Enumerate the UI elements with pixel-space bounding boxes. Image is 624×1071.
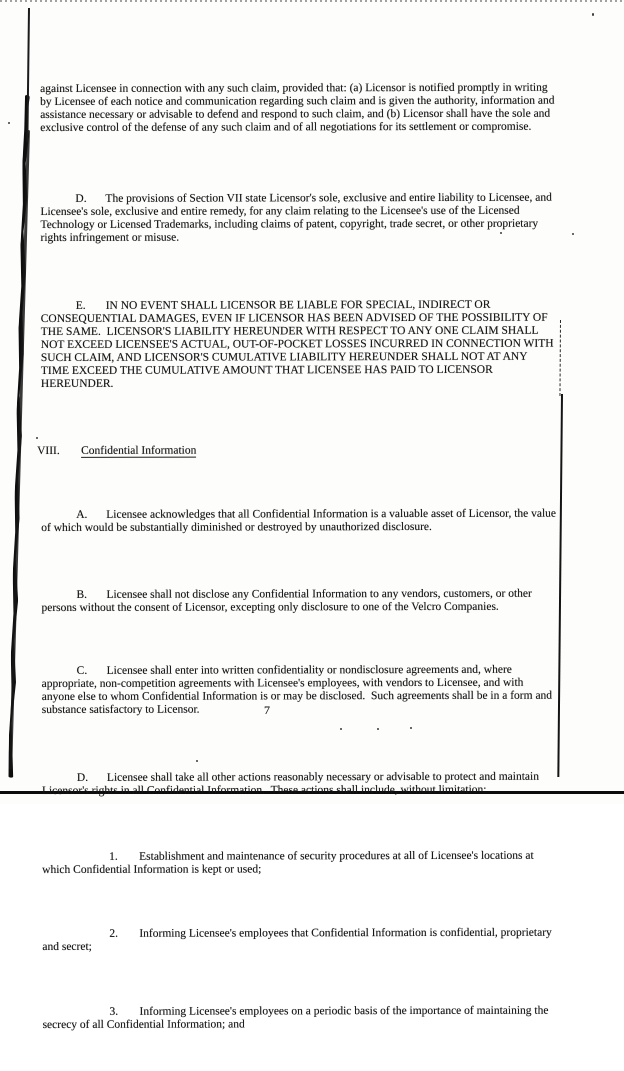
article-numeral: VIII. — [37, 444, 60, 458]
numbered-item-1 — [42, 850, 558, 877]
numbered-item-2 — [42, 927, 558, 954]
section-text: Licensee acknowledges that all Confidential Information is a valuable asset of Licensor, the value of which would be substantially diminished or destroyed by unauthorized disclosure. — [41, 507, 559, 534]
section-label: E. — [75, 299, 86, 312]
page-number: 7 — [264, 703, 270, 717]
paragraph-text: against Licensee in connection with any such claim, provided that: (a) Licensor is notified promptly in writing by Licensee of each notice and communication regarding such claim and is given the authority, information and assistance necessary or advisable to defend and respond to such claim, and (b) Licensor shall have the sole and exclusive control of the defense of any such claim and of all negotiations for its settlement or compromise. — [40, 81, 558, 134]
section-vii-e-liability — [41, 299, 557, 391]
scan-speck — [8, 122, 10, 124]
section-text: Licensee shall enter into written confidentiality or nondisclosure agreements and, where appropriate, non-competition agreements with Licensee's employees, with vendors to Licensee, and with anyone else to whom Confidential Information is or may be disclosed. Such agreements shall be in a form and substance satisfactory to Licensor. — [41, 663, 555, 716]
article-title: Confidential Information — [81, 444, 197, 457]
scan-left-thin-line — [26, 8, 29, 142]
item-number: 1. — [109, 850, 118, 863]
scan-top-edge-artifact — [0, 0, 624, 2]
section-text: The provisions of Section VII state Licensor's sole, exclusive and entire liability to Licensee, and Licensee's sole, exclusive and entire remedy, for any claim relating to the Licensee's use of the Licensed Technology or Licensed Trademarks, including claims of patent, copyright, trade secret, or other proprietary rights infringement or misuse. — [40, 191, 555, 244]
section-label: D. — [76, 771, 89, 784]
section-label: D. — [75, 192, 87, 205]
section-viii-b — [41, 588, 557, 615]
section-viii-a — [41, 508, 557, 535]
item-text: Informing Licensee's employees on a periodic basis of the importance of maintaining the secrecy of all Confidential Information; and — [42, 1004, 552, 1031]
section-label: C. — [76, 664, 88, 677]
scan-right-edge-line — [557, 394, 562, 777]
scan-speck — [572, 233, 574, 235]
section-text: Licensee shall take all other actions reasonably necessary or advisable to protect and maintain Licensor's rights in all Confidential Information. These actions shall include, without limitation: — [41, 770, 542, 797]
scan-speck — [36, 437, 38, 439]
section-text: IN NO EVENT SHALL LICENSOR BE LIABLE FOR SPECIAL, INDIRECT OR CONSEQUENTIAL DAMAGES, EVEN IF LICENSOR HAS BEEN ADVISED OF THE POSSIBILITY OF THE SAME. LICENSOR'S LIABILITY HEREUNDER WITH RESPECT TO ANY ONE CLAIM SHALL NOT EXCEED LICENSEE'S ACTUAL, OUT-OF-POCKET LOSSES INCURRED IN CONNECTION WITH SUCH CLAIM, AND LICENSOR'S CUMULATIVE LIABILITY HEREUNDER SHALL NOT AT ANY TIME EXCEED THE CUMULATIVE AMOUNT THAT LICENSEE HAS PAID TO LICENSOR HEREUNDER. — [40, 298, 557, 390]
scan-right-edge-dashed — [559, 320, 561, 396]
section-label: B. — [76, 588, 88, 601]
section-viii-d — [42, 771, 558, 798]
item-number: 2. — [109, 927, 118, 940]
article-viii-heading — [37, 444, 557, 458]
section-label: A. — [76, 508, 88, 521]
item-text: Establishment and maintenance of security procedures at all of Licensee's locations at which Confidential Information is kept or used; — [42, 849, 537, 876]
section-vii-d — [40, 192, 556, 245]
scan-left-binding-edge-inner — [9, 130, 30, 770]
paragraph-continuation — [40, 82, 556, 135]
item-number: 3. — [109, 1005, 119, 1018]
section-viii-c — [42, 664, 558, 717]
numbered-item-3 — [43, 1005, 559, 1032]
section-text: Licensee shall not disclose any Confidential Information to any vendors, customers, or other persons without the consent of Licensor, excepting only disclosure to one of the Velcro Companies. — [41, 587, 535, 614]
scan-speck — [592, 13, 594, 16]
item-text: Informing Licensee's employees that Confidential Information is confidential, proprietary and secret; — [42, 926, 555, 953]
document-text — [37, 43, 559, 1071]
